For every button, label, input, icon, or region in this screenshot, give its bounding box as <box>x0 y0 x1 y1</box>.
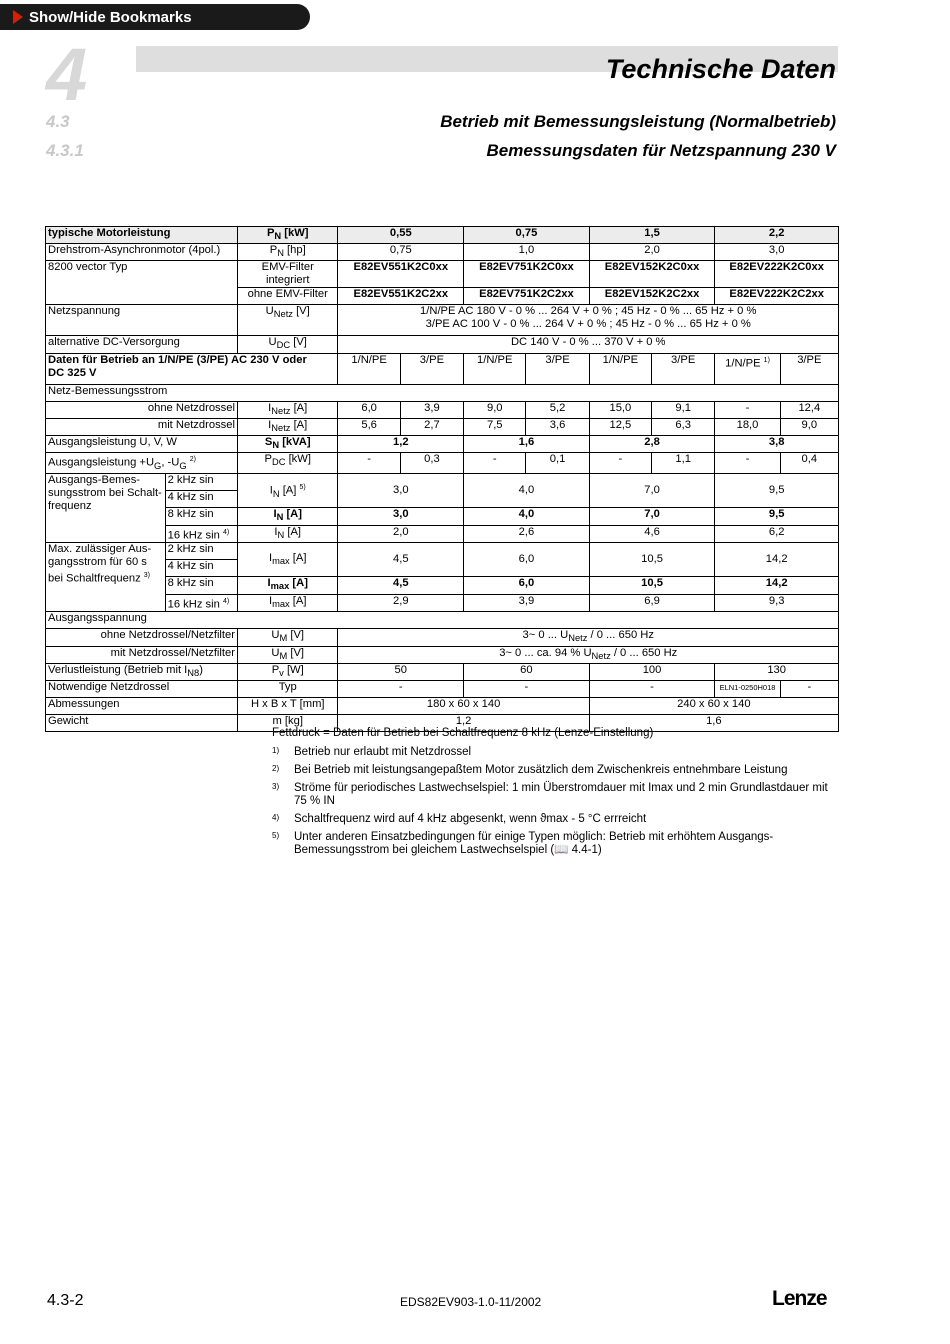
table-row <box>46 577 839 594</box>
table-cell: ELN1-0250H018 <box>715 681 780 698</box>
footnote: 4) Schaltfrequenz wird auf 4 kHz abgesenkt, wenn ϑmax - 5 °C errreicht <box>272 813 647 825</box>
table-row <box>46 612 839 629</box>
table-cell: E82EV222K2C0xx <box>715 261 839 288</box>
table-cell: 2,8 <box>589 436 715 453</box>
triangle-right-icon <box>13 10 23 24</box>
table-cell: 240 x 60 x 140 <box>589 698 838 715</box>
sn-label: Ausgangsleistung U, V, W <box>46 436 238 453</box>
table-cell: 12,4 <box>780 401 838 418</box>
table-cell: 1,6 <box>464 436 590 453</box>
table-row <box>46 227 839 244</box>
lenze-logo: Lenze <box>772 1287 827 1310</box>
table-row <box>46 663 839 680</box>
footnotes <box>272 727 842 862</box>
footnote: 1) Betrieb nur erlaubt mit Netzdrossel <box>272 746 472 758</box>
table-row <box>46 474 839 491</box>
chapter-number: 4 <box>46 33 86 116</box>
motor-label: typische Motorleistung <box>46 227 238 244</box>
inetz-unit: $I_{Netz}$ [A] <box>237 401 338 418</box>
table-cell: 3,9 <box>464 594 590 612</box>
table-cell: 3,0 <box>338 508 464 525</box>
table-cell: 2,9 <box>338 594 464 612</box>
table-cell: 4,0 <box>464 474 590 508</box>
table-cell: 9,5 <box>715 508 839 525</box>
table-cell: 50 <box>338 663 464 680</box>
um-ohne-label: ohne Netzdrossel/Netzfilter <box>46 629 238 646</box>
freq-cell: 4 kHz sin <box>165 560 237 577</box>
table-cell <box>46 288 238 305</box>
show-hide-bookmarks-button[interactable] <box>0 4 310 30</box>
table-cell: 1,0 <box>464 244 590 261</box>
um-mit-label: mit Netzdrossel/Netzfilter <box>46 646 238 663</box>
netz-values: 1/N/PE AC 180 V - 0 % ... 264 V + 0 % ; 45 Hz - 0 % ... 65 Hz + 0 % 3/PE AC 100 V - 0 % ... 264 V + 0 % ; 45 Hz - 0 % ... 65 Hz + 0 % <box>338 305 839 336</box>
table-cell: 1/N/PE <box>338 353 400 384</box>
freq-cell: 2 kHz sin <box>165 474 237 491</box>
table-cell: - <box>338 453 400 474</box>
dc-value: DC 140 V - 0 % ... 370 V + 0 % <box>338 336 839 353</box>
table-cell: 1,1 <box>652 453 715 474</box>
in-unit-bold: $I_N$ [A] <box>237 508 338 525</box>
table-cell: E82EV551K2C0xx <box>338 261 464 288</box>
table-cell: 60 <box>464 663 590 680</box>
table-cell: 9,1 <box>652 401 715 418</box>
table-cell: 3/PE <box>400 353 463 384</box>
um-label: Ausgangsspannung <box>46 612 839 629</box>
table-row <box>46 305 839 336</box>
table-cell: 0,75 <box>464 227 590 244</box>
table-row <box>46 594 839 612</box>
imax-unit: $I_{max}$ [A] <box>237 594 338 612</box>
freq-cell: 2 kHz sin <box>165 543 237 560</box>
table-row <box>46 418 839 435</box>
table-cell: 0,3 <box>400 453 463 474</box>
pdc-unit: $P_{DC}$ [kW] <box>237 453 338 474</box>
table-row <box>46 261 839 288</box>
section-title: Betrieb mit Bemessungsleistung (Normalbetrieb) <box>440 112 836 131</box>
table-cell: E82EV751K2C2xx <box>464 288 590 305</box>
table-cell: E82EV222K2C2xx <box>715 288 839 305</box>
freq-cell: 16 kHz sin $^{4)}$ <box>165 525 237 543</box>
table-row <box>46 629 839 646</box>
table-row <box>46 508 839 525</box>
table-cell: 0,4 <box>780 453 838 474</box>
table-cell: 7,5 <box>464 418 526 435</box>
table-cell: 2,6 <box>464 525 590 543</box>
table-cell: 6,0 <box>338 401 400 418</box>
table-row <box>46 681 839 698</box>
table-cell: - <box>715 453 780 474</box>
dc-unit: $U_{DC}$ [V] <box>237 336 338 353</box>
table-row <box>46 244 839 261</box>
table-cell: 100 <box>589 663 715 680</box>
table-cell: 6,9 <box>589 594 715 612</box>
pdc-label: Ausgangsleistung $+U_G$, $-U_G$ $^{2)}$ <box>46 453 238 474</box>
table-cell: 18,0 <box>715 418 780 435</box>
table-row <box>46 436 839 453</box>
motor-label-2: Drehstrom-Asynchronmotor (4pol.) <box>46 244 238 261</box>
pn-kw-unit: $P_N$ [kW] <box>237 227 338 244</box>
table-cell: E82EV152K2C2xx <box>589 288 715 305</box>
table-cell: 2,7 <box>400 418 463 435</box>
freq-cell: 16 kHz sin $^{4)}$ <box>165 594 237 612</box>
um-unit: $U_M$ [V] <box>237 646 338 663</box>
pv-label: Verlustleistung (Betrieb mit $I_{N8}$) <box>46 663 238 680</box>
table-cell: 1,6 <box>589 715 838 732</box>
type-label: 8200 vector Typ <box>46 261 238 288</box>
table-cell: 180 x 60 x 140 <box>338 698 589 715</box>
table-cell: 1,2 <box>338 715 589 732</box>
footnote-intro: Fettdruck = Daten für Betrieb bei Schaltfrequenz 8 kHz (Lenze-Einstellung) <box>272 727 654 739</box>
table-cell: 3/PE <box>780 353 838 384</box>
table-cell: 130 <box>715 663 839 680</box>
subsection-title: Bemessungsdaten für Netzspannung 230 V <box>486 141 836 160</box>
table-cell: 9,5 <box>715 474 839 508</box>
table-cell: 3,0 <box>338 474 464 508</box>
table-cell: 4,6 <box>589 525 715 543</box>
mit-nd-label: mit Netzdrossel <box>46 418 238 435</box>
in-label: Ausgangs-Bemes-sungsstrom bei Schalt-frequenz <box>46 474 166 543</box>
table-cell: - <box>338 681 464 698</box>
page-number: 4.3-2 <box>47 1292 84 1309</box>
table-cell: 2,0 <box>338 525 464 543</box>
table-cell: 3,8 <box>715 436 839 453</box>
table-cell: 1/N/PE <box>589 353 651 384</box>
table-cell: - <box>464 681 590 698</box>
um-value: 3~ 0 ... ca. 94 % $U_{Netz} / 0$ ... 650 Hz <box>338 646 839 663</box>
table-cell: 15,0 <box>589 401 651 418</box>
footnote: 5) Unter anderen Einsatzbedingungen für einige Typen möglich: Betrieb mit erhöhtem Ausgangs-Bemessungsstrom bei gleichem Lastwechselspiel (📖 4.4-1) <box>272 831 774 856</box>
dc-label: alternative DC-Versorgung <box>46 336 238 353</box>
pn-hp-unit: $P_N$ [hp] <box>237 244 338 261</box>
table-cell: 9,0 <box>464 401 526 418</box>
table-cell: E82EV751K2C0xx <box>464 261 590 288</box>
freq-cell: 8 kHz sin <box>165 577 237 594</box>
table-cell: - <box>780 681 838 698</box>
table-cell: 4,0 <box>464 508 590 525</box>
sn-unit: $S_N$ [kVA] <box>237 436 338 453</box>
document-id: EDS82EV903-1.0-11/2002 <box>400 1295 542 1309</box>
abm-label: Abmessungen <box>46 698 238 715</box>
nd-label: Notwendige Netzdrossel <box>46 681 238 698</box>
table-cell: 6,3 <box>652 418 715 435</box>
table-cell: 7,0 <box>589 474 715 508</box>
table-cell: 9,0 <box>780 418 838 435</box>
table-cell: 9,3 <box>715 594 839 612</box>
table-cell: 3,6 <box>526 418 589 435</box>
table-cell: 5,2 <box>526 401 589 418</box>
bookmarks-label: Show/Hide Bookmarks <box>29 8 192 26</box>
imax-unit-bold: $I_{max}$ [A] <box>237 577 338 594</box>
table-cell: 5,6 <box>338 418 400 435</box>
table-row <box>46 384 839 401</box>
table-cell: 1/N/PE <box>464 353 526 384</box>
table-cell: 1,2 <box>338 436 464 453</box>
table-cell: 3/PE <box>526 353 589 384</box>
daten-label: Daten für Betrieb an 1/N/PE (3/PE) AC 230 V oder DC 325 V <box>46 353 338 384</box>
pv-unit: $P_v$ [W] <box>237 663 338 680</box>
table-cell: - <box>589 453 651 474</box>
spec-table <box>45 226 839 732</box>
table-row <box>46 543 839 560</box>
imax-unit: $I_{max}$ [A] <box>237 543 338 577</box>
table-cell: 1/N/PE $^{1)}$ <box>715 353 780 384</box>
gew-unit: m [kg] <box>237 715 338 732</box>
table-row <box>46 336 839 353</box>
table-cell: 10,5 <box>589 577 715 594</box>
emv-without-label: ohne EMV-Filter <box>237 288 338 305</box>
emv-with-label: EMV-Filter integriert <box>237 261 338 288</box>
table-cell: 1,5 <box>589 227 715 244</box>
table-cell: 14,2 <box>715 543 839 577</box>
table-cell: 6,0 <box>464 543 590 577</box>
abm-unit: H x B x T [mm] <box>237 698 338 715</box>
section-number: 4.3 <box>46 112 70 131</box>
table-cell: 3,0 <box>715 244 839 261</box>
table-row <box>46 646 839 663</box>
ohne-nd-label: ohne Netzdrossel <box>46 401 238 418</box>
subsection-number: 4.3.1 <box>46 141 84 160</box>
table-cell: 7,0 <box>589 508 715 525</box>
table-cell: 12,5 <box>589 418 651 435</box>
table-cell: 4,5 <box>338 543 464 577</box>
table-row <box>46 453 839 474</box>
nd-unit: Typ <box>237 681 338 698</box>
table-cell: E82EV152K2C0xx <box>589 261 715 288</box>
table-cell: 10,5 <box>589 543 715 577</box>
table-row <box>46 288 839 305</box>
table-cell: E82EV551K2C2xx <box>338 288 464 305</box>
table-cell: 2,0 <box>589 244 715 261</box>
um-unit: $U_M$ [V] <box>237 629 338 646</box>
table-cell: 2,2 <box>715 227 839 244</box>
table-cell: - <box>715 401 780 418</box>
table-cell: 14,2 <box>715 577 839 594</box>
page-title: Technische Daten <box>605 54 836 84</box>
in-unit: $I_N$ [A] $^{5)}$ <box>237 474 338 508</box>
footnote: 2) Bei Betrieb mit leistungsangepaßtem Motor zusätzlich dem Zwischenkreis entnehmbare Leistung <box>272 764 788 776</box>
table-row <box>46 353 839 384</box>
nbs-label: Netz-Bemessungsstrom <box>46 384 839 401</box>
table-cell: 6,2 <box>715 525 839 543</box>
table-cell: 3/PE <box>652 353 715 384</box>
netz-label: Netzspannung <box>46 305 238 336</box>
netz-unit: $U_{Netz}$ [V] <box>237 305 338 336</box>
footnote: 3) Ströme für periodisches Lastwechselspiel: 1 min Überstromdauer mit Imax und 2 min Grundlastdauer mit 75 % IN <box>272 782 828 807</box>
table-row <box>46 525 839 543</box>
table-cell: 6,0 <box>464 577 590 594</box>
table-cell: - <box>589 681 715 698</box>
table-cell: - <box>464 453 526 474</box>
table-cell: 4,5 <box>338 577 464 594</box>
inetz-unit: $I_{Netz}$ [A] <box>237 418 338 435</box>
freq-cell: 8 kHz sin <box>165 508 237 525</box>
imax-label: Max. zulässiger Aus-gangsstrom für 60 s bei Schaltfrequenz $^{3)}$ <box>46 543 166 612</box>
table-row <box>46 401 839 418</box>
in-unit: $I_N$ [A] <box>237 525 338 543</box>
table-cell: 0,75 <box>338 244 464 261</box>
um-value: 3~ 0 ... $U_{Netz} / 0$ ... 650 Hz <box>338 629 839 646</box>
gew-label: Gewicht <box>46 715 238 732</box>
table-row <box>46 698 839 715</box>
table-cell: 3,9 <box>400 401 463 418</box>
table-cell: 0,1 <box>526 453 589 474</box>
freq-cell: 4 kHz sin <box>165 491 237 508</box>
table-cell: 0,55 <box>338 227 464 244</box>
